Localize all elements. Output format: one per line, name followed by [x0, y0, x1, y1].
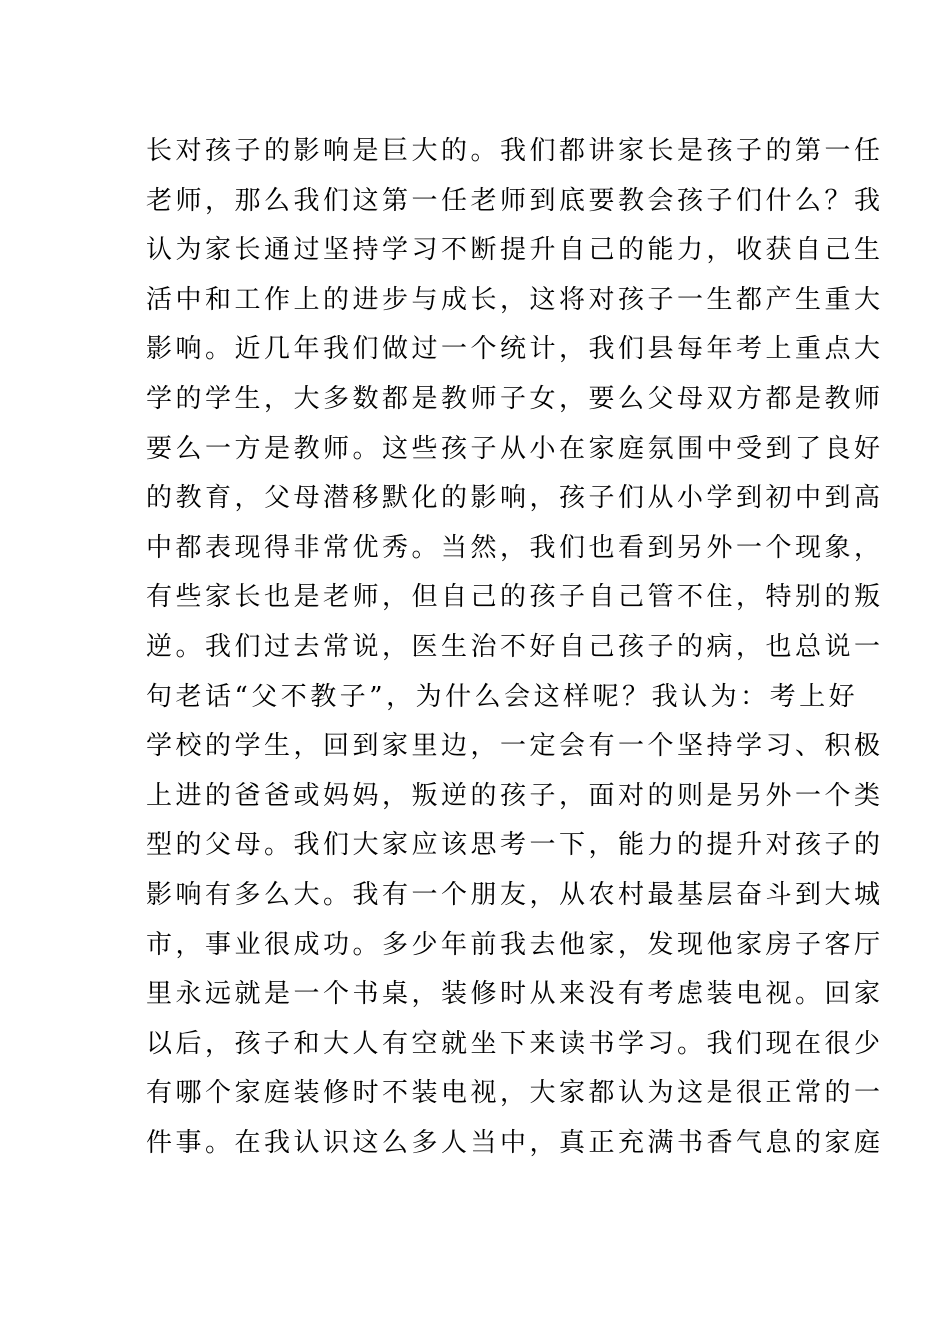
text-line: 老师，那么我们这第一任老师到底要教会孩子们什么？我 [146, 185, 884, 216]
text-line: 活中和工作上的进步与成长，这将对孩子一生都产生重大 [146, 284, 884, 315]
text-line: 有些家长也是老师，但自己的孩子自己管不住，特别的叛 [146, 582, 884, 613]
text-line: 学的学生，大多数都是教师子女，要么父母双方都是教师 [146, 383, 884, 414]
text-line: 认为家长通过坚持学习不断提升自己的能力，收获自己生 [146, 235, 884, 266]
text-line: 逆。我们过去常说，医生治不好自己孩子的病，也总说一 [146, 631, 884, 662]
body-text [146, 127, 884, 1168]
text-line: 要么一方是教师。这些孩子从小在家庭氛围中受到了良好 [146, 433, 884, 464]
text-line: 学校的学生，回到家里边，一定会有一个坚持学习、积极 [146, 731, 884, 762]
text-line: 影响有多么大。我有一个朋友，从农村最基层奋斗到大城 [146, 879, 884, 910]
text-line: 上进的爸爸或妈妈，叛逆的孩子，面对的则是另外一个类 [146, 780, 884, 811]
text-line: 有哪个家庭装修时不装电视，大家都认为这是很正常的一 [146, 1078, 884, 1109]
text-line: 里永远就是一个书桌，装修时从来没有考虑装电视。回家 [146, 979, 884, 1010]
text-line: 长对孩子的影响是巨大的。我们都讲家长是孩子的第一任 [146, 136, 884, 166]
text-line: 影响。近几年我们做过一个统计，我们县每年考上重点大 [146, 334, 884, 365]
text-line: 中都表现得非常优秀。当然，我们也看到另外一个现象， [146, 532, 884, 563]
text-line: 的教育，父母潜移默化的影响，孩子们从小学到初中到高 [146, 483, 884, 514]
text-line: 件事。在我认识这么多人当中，真正充满书香气息的家庭 [146, 1127, 884, 1158]
text-line: 句老话“父不教子”，为什么会这样呢？我认为：考上好 [146, 681, 859, 712]
text-line: 以后，孩子和大人有空就坐下来读书学习。我们现在很少 [146, 1028, 884, 1059]
text-line: 型的父母。我们大家应该思考一下，能力的提升对孩子的 [146, 830, 884, 861]
text-line: 市，事业很成功。多少年前我去他家，发现他家房子客厅 [146, 929, 884, 960]
